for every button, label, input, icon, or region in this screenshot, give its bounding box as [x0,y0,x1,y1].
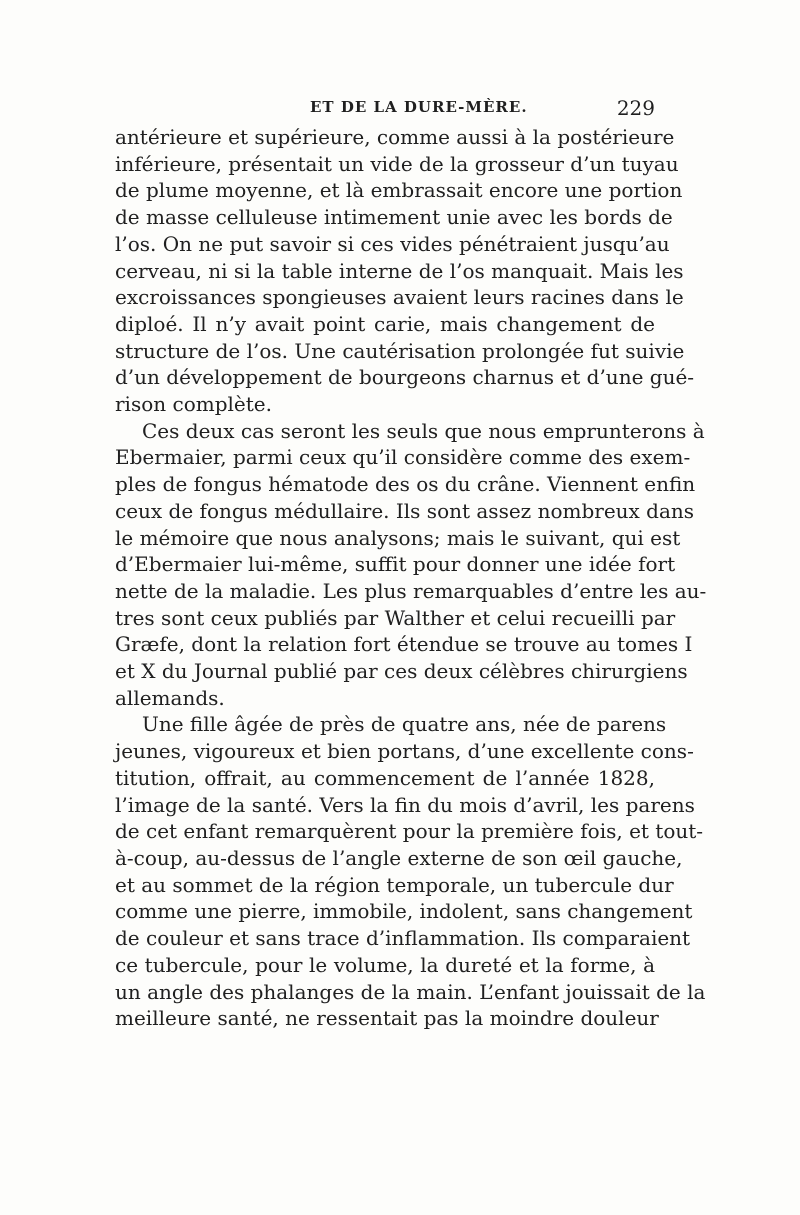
paragraph-1 [115,124,695,418]
body-text [115,124,707,1032]
text-line: Ces deux cas seront les seuls que nous emprunterons à [142,418,705,443]
text-line: cerveau, ni si la table interne de l’os manquait. Mais les [115,258,684,283]
text-line: rison complète. [115,392,272,417]
text-line: Græfe, dont la relation fort étendue se trouve au tomes I [115,632,693,657]
text-line: ce tubercule, pour le volume, la dureté et la forme, à [115,952,655,977]
text-line: allemands. [115,685,225,710]
text-line: tres sont ceux publiés par Walther et celui recueilli par [115,605,676,630]
text-line: meilleure santé, ne ressentait pas la moindre douleur [115,1006,659,1031]
text-line: jeunes, vigoureux et bien portans, d’une excellente cons- [115,739,694,764]
text-line: excroissances spongieuses avaient leurs racines dans le [115,285,684,310]
paragraph-2 [115,418,707,712]
text-line: l’os. On ne put savoir si ces vides pénétraient jusqu’au [115,231,670,256]
text-line: ceux de fongus médullaire. Ils sont assez nombreux dans [115,498,695,523]
text-line: d’Ebermaier lui-même, suffit pour donner une idée fort [115,552,676,577]
text-line: d’un développement de bourgeons charnus et d’une gué- [115,365,695,390]
text-line: nette de la maladie. Les plus remarquables d’entre les au- [115,578,707,603]
text-line: le mémoire que nous analysons; mais le suivant, qui est [115,525,681,550]
page-number: 229 [616,96,655,120]
text-line: de couleur et sans trace d’inflammation. Ils comparaient [115,926,691,951]
text-line: l’image de la santé. Vers la fin du mois d’avril, les parens [115,792,695,817]
text-line: Ebermaier, parmi ceux qu’il considère comme des exem- [115,445,691,470]
text-line: et X du Journal publié par ces deux célèbres chirurgiens [115,659,688,684]
text-line: à-coup, au-dessus de l’angle externe de son œil gauche, [115,845,683,870]
text-line: de plume moyenne, et là embrassait encore une portion [115,178,683,203]
text-line: antérieure et supérieure, comme aussi à la postérieure [115,125,675,149]
text-line: comme une pierre, immobile, indolent, sans changement [115,899,693,924]
text-line: Une fille âgée de près de quatre ans, née de parens [142,712,667,737]
text-line: de cet enfant remarquèrent pour la première fois, et tout- [115,819,704,844]
text-line: et au sommet de la région temporale, un tubercule dur [115,872,674,897]
text-line: diploé. Il n’y avait point carie, mais changement de [115,311,655,336]
text-line: structure de l’os. Une cautérisation prolongée fut suivie [115,338,685,363]
page-header [115,96,655,126]
text-line: un angle des phalanges de la main. L’enfant jouissait de la [115,979,706,1004]
text-line: titution, offrait, au commencement de l’année 1828, [115,765,655,790]
text-line: ples de fongus hématode des os du crâne. Viennent enfin [115,472,696,497]
text-line: de masse celluleuse intimement unie avec les bords de [115,205,673,230]
running-head: ET DE LA DURE-MÈRE. [310,98,528,116]
text-line: inférieure, présentait un vide de la grosseur d’un tuyau [115,151,679,176]
paragraph-3 [115,711,706,1031]
